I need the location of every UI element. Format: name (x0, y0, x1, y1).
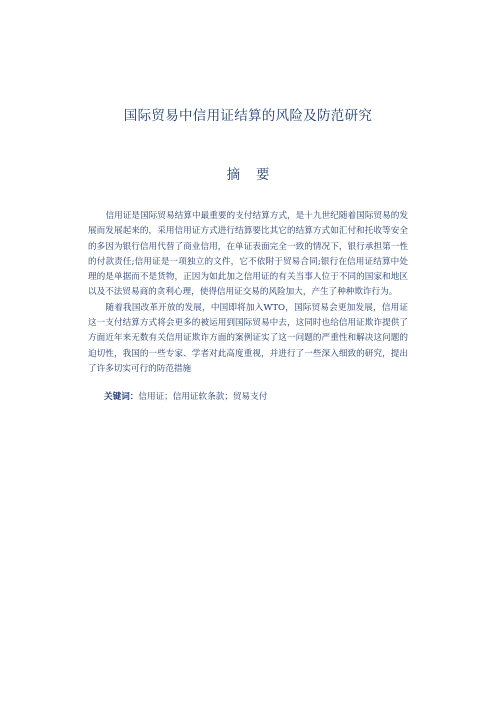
keywords-line (104, 390, 404, 405)
keywords-text: 信用证；信用证软条款；贸易支付 (138, 392, 268, 402)
abstract-body (88, 209, 408, 377)
document-title: 国际贸易中信用证结算的风险及防范研究 (123, 108, 373, 124)
abstract-heading-char-2: 要 (256, 167, 270, 183)
abstract-paragraph-2: 随着我国改革开放的发展，中国即将加入WTO，国际贸易会更加发展，信用证这一支付结算方式将会更多的被运用到国际贸易中去，这同时也给信用证欺诈提供了方面近年来无数有关信用证欺诈方面的案例证实了这一问题的严重性和解决这问题的迫切性，我国的一些专家、学者对此高度重视，并进行了一些深入细致的研究，提出了许多切实可行的防范措施 (88, 302, 408, 374)
abstract-heading-char-1: 摘 (226, 167, 240, 183)
abstract-paragraph-1: 信用证是国际贸易结算中最重要的支付结算方式，是十九世纪随着国际贸易的发展而发展起来的，采用信用证方式进行结算要比其它的结算方式如汇付和托收等安全的多因为银行信用代替了商业信用，在单证表面完全一致的情况下，银行承担第一性的付款责任;信用证是一项独立的文件，它不依附于贸易合同;银行在信用证结算中处理的是单据而不是货物，正因为如此加之信用证的有关当事人位于不同的国家和地区以及不法贸易商的贪利心理，使得信用证交易的风险加大，产生了种种欺诈行为。 (88, 211, 408, 298)
keywords-label: 关键词： (104, 392, 139, 402)
abstract-heading (0, 163, 496, 183)
